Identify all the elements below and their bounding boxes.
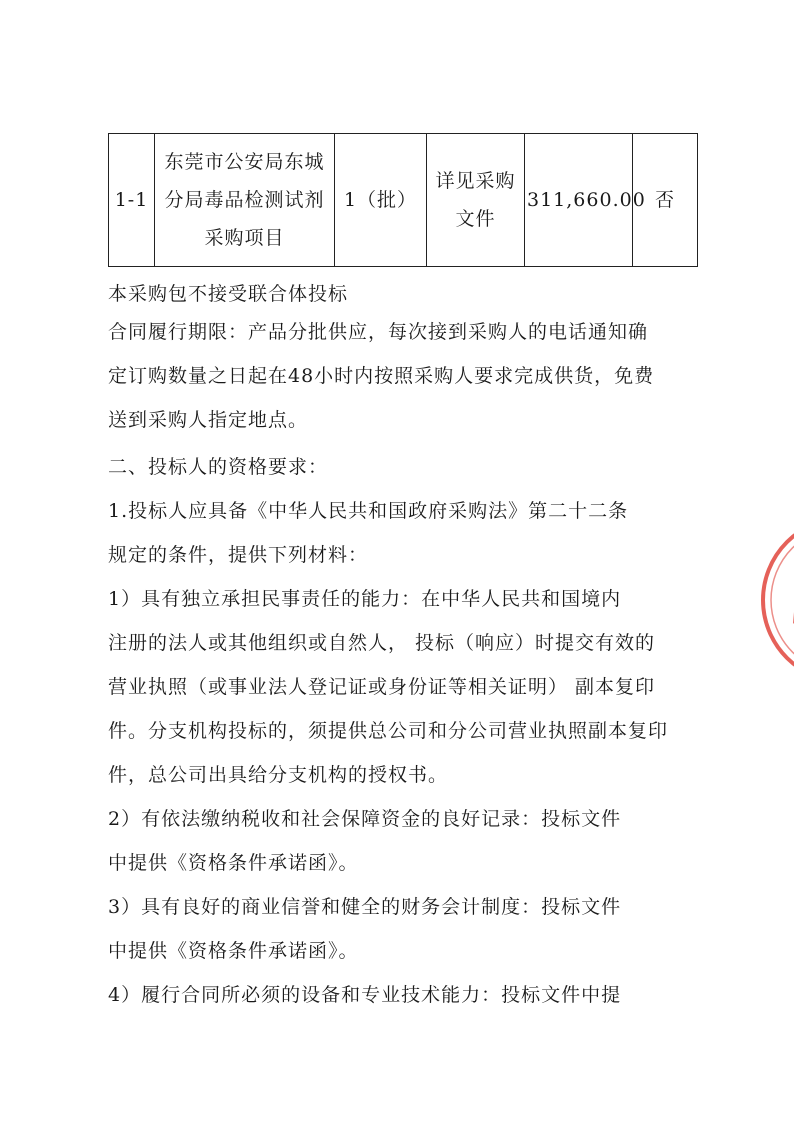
spec-line: 文件	[455, 208, 496, 230]
requirement-1-paragraph: 1）具有独立承担民事责任的能力：在中华人民共和国境内 注册的法人或其他组织或自然人， 投标（响应）时提交有效的 营业执照（或事业法人登记证或身份证等相关证明） 副本复印 件。分支机构投标的，须提供总公司和分公司营业执照副本复印 件，总公司出具给分支机构的授权书。	[108, 588, 669, 786]
budget-cell: 311,660.00	[525, 134, 633, 267]
project-name-line: 分局毒品检测试剂	[164, 189, 325, 211]
spec-cell	[427, 134, 525, 267]
section-heading: 二、投标人的资格要求：	[108, 456, 329, 478]
requirement-4-paragraph: 4）履行合同所必须的设备和专业技术能力：投标文件中提	[108, 984, 622, 1006]
consortium-note: 本采购包不接受联合体投标	[108, 283, 349, 305]
quantity-cell: 1（批）	[335, 134, 427, 267]
imported-cell: 否	[633, 134, 698, 267]
project-name-cell	[155, 134, 335, 267]
qualification-paragraph: 1.投标人应具备《中华人民共和国政府采购法》第二十二条 规定的条件，提供下列材料：	[108, 500, 629, 566]
spec-line: 详见采购	[435, 170, 516, 192]
contract-period-paragraph: 合同履行期限：产品分批供应，每次接到采购人的电话通知确 定订购数量之日起在48小时内按照采购人要求完成供货，免费 送到采购人指定地点。	[108, 321, 655, 431]
requirement-2-paragraph: 2）有依法缴纳税收和社会保障资金的良好记录：投标文件 中提供《资格条件承诺函》。	[108, 808, 622, 874]
lot-number-cell: 1-1	[109, 134, 155, 267]
procurement-lot-table	[108, 133, 698, 267]
red-seal-stamp	[755, 512, 794, 687]
project-name-line: 采购项目	[204, 227, 285, 249]
table-row	[109, 134, 698, 267]
project-name-line: 东莞市公安局东城	[164, 151, 325, 173]
requirement-3-paragraph: 3）具有良好的商业信誉和健全的财务会计制度：投标文件 中提供《资格条件承诺函》。	[108, 896, 622, 962]
